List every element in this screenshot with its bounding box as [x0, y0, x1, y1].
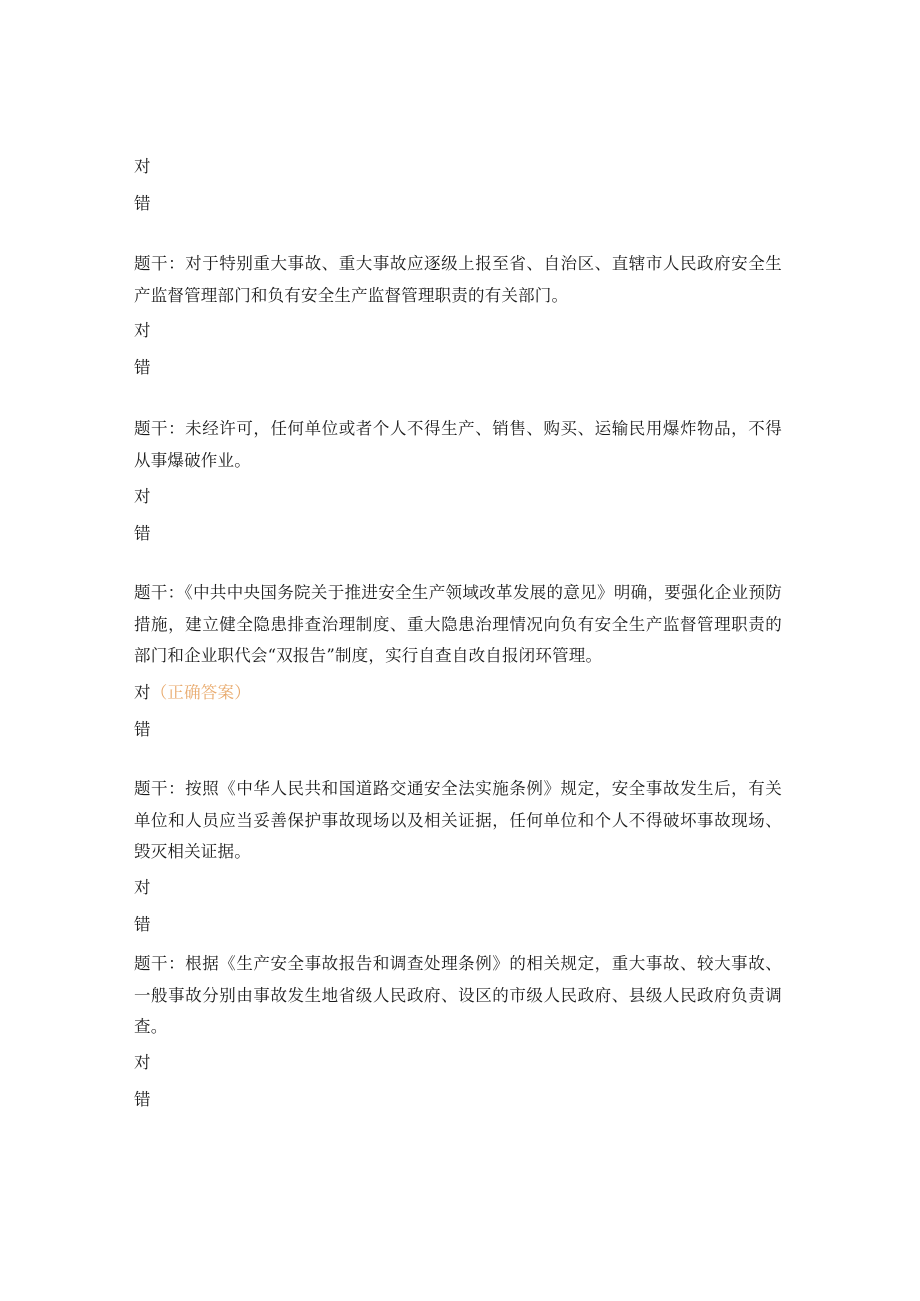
option-true-row[interactable]	[134, 683, 251, 703]
option-false[interactable]: 错	[134, 358, 151, 377]
question-stem: 题干：按照《中华人民共和国道路交通安全法实施条例》规定，安全事故发生后，有关单位和人员应当妥善保护事故现场以及相关证据，任何单位和个人不得破坏事故现场、毁灭相关证据。	[134, 779, 782, 861]
question-stem: 题干：对于特别重大事故、重大事故应逐级上报至省、自治区、直辖市人民政府安全生产监督管理部门和负有安全生产监督管理职责的有关部门。	[134, 254, 782, 305]
option-true[interactable]: 对	[134, 683, 151, 702]
option-false[interactable]: 错	[134, 524, 151, 543]
option-false[interactable]: 错	[134, 1090, 151, 1109]
question-stem: 题干：根据《生产安全事故报告和调查处理条例》的相关规定，重大事故、较大事故、一般事故分别由事故发生地省级人民政府、设区的市级人民政府、县级人民政府负责调查。	[134, 954, 782, 1036]
option-true[interactable]: 对	[134, 321, 151, 340]
option-false[interactable]: 错	[134, 194, 151, 213]
option-false[interactable]: 错	[134, 720, 151, 739]
option-true[interactable]: 对	[134, 878, 151, 897]
option-true[interactable]: 对	[134, 487, 151, 506]
correct-answer-mark: （正确答案）	[150, 683, 251, 702]
question-stem: 题干：《中共中央国务院关于推进安全生产领域改革发展的意见》明确，要强化企业预防措施，建立健全隐患排查治理制度、重大隐患治理情况向负有安全生产监督管理职责的部门和企业职代会“双报告”制度，实行自查自改自报闭环管理。	[134, 583, 782, 665]
option-true[interactable]: 对	[134, 1053, 151, 1072]
option-true[interactable]: 对	[134, 157, 151, 176]
option-false[interactable]: 错	[134, 915, 151, 934]
question-stem: 题干：未经许可，任何单位或者个人不得生产、销售、购买、运输民用爆炸物品，不得从事爆破作业。	[134, 419, 782, 470]
